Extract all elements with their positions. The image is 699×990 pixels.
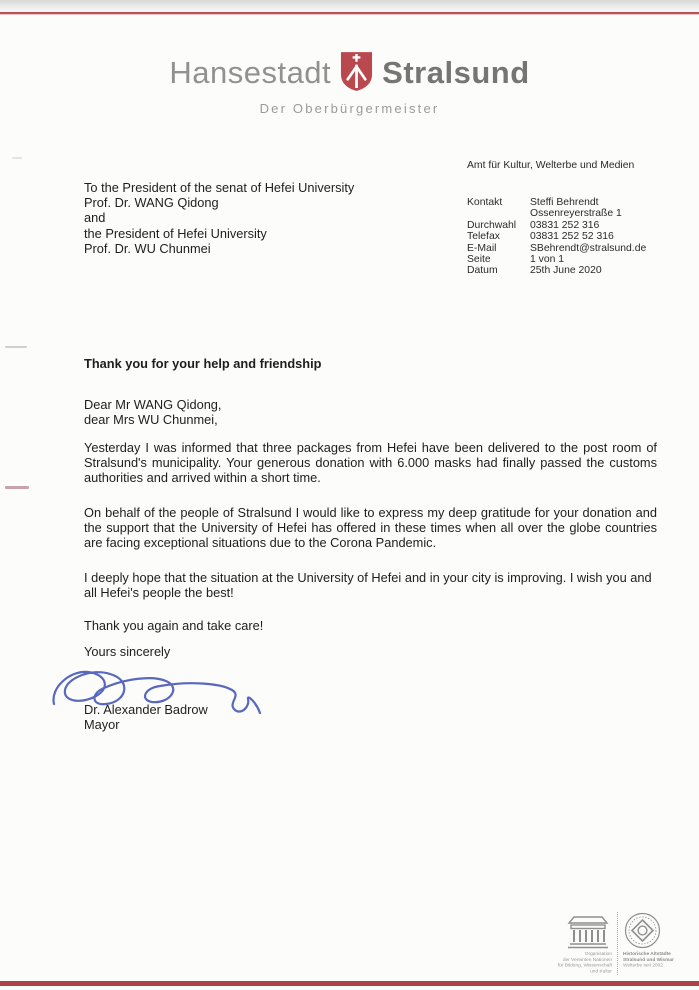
fold-mark (12, 157, 22, 159)
heritage-caption-line: Stralsund und Wismar (623, 956, 674, 963)
contact-label: E-Mail (467, 242, 497, 254)
unesco-caption-line: für Bildung, Wissenschaft (557, 962, 612, 968)
signer-name: Dr. Alexander Badrow (84, 702, 208, 717)
brand-hansestadt: Hansestadt (169, 54, 332, 90)
contact-value: Ossenreyerstraße 1 (530, 208, 622, 220)
top-red-rule (0, 12, 699, 14)
contact-value: 03831 252 52 316 (530, 231, 614, 243)
contact-row (467, 231, 646, 242)
contact-label: Seite (467, 254, 491, 266)
contact-block (467, 197, 646, 277)
contact-row (467, 208, 646, 219)
contact-row (467, 220, 646, 231)
footer-divider (617, 912, 618, 975)
salutation (84, 397, 221, 427)
department-line: Amt für Kultur, Welterbe und Medien (467, 160, 635, 171)
contact-label: Kontakt (467, 197, 503, 208)
recipient-line: and (84, 210, 106, 226)
contact-value: 25th June 2020 (530, 265, 602, 277)
letterhead-subtitle: Der Oberbürgermeister (259, 101, 440, 116)
subject-line: Thank you for your help and friendship (84, 356, 322, 371)
brand-stralsund: Stralsund (382, 54, 530, 90)
recipient-line: Prof. Dr. WANG Qidong (84, 195, 219, 211)
signer-title: Mayor (84, 717, 120, 732)
contact-label (467, 208, 530, 219)
recipient-line: To the President of the senat of Hefei University (84, 180, 355, 195)
fold-mark (5, 346, 27, 348)
letterhead (0, 53, 699, 92)
heritage-caption-line: Historische Altstädte (623, 951, 671, 957)
contact-label: Telefax (467, 231, 500, 243)
contact-row (467, 254, 646, 265)
body-paragraph: Yesterday I was informed that three packages from Hefei have been delivered to the post room of Stralsund's municipality. Your generous donation with 6.000 masks had finally passed the customs authorities and arrived within a short time. (84, 440, 657, 486)
contact-value: SBehrendt@stralsund.de (530, 242, 647, 254)
scan-edge-artifact (0, 0, 699, 12)
fold-mark (5, 486, 29, 489)
recipient-line: the President of Hefei University (84, 225, 267, 241)
heritage-caption (623, 951, 699, 968)
recipient-address (84, 180, 354, 256)
unesco-caption-line: und Kultur (590, 968, 612, 974)
salutation-line: dear Mrs WU Chunmei, (84, 412, 218, 428)
closing-line: Thank you again and take care! (84, 618, 264, 633)
recipient-line: Prof. Dr. WU Chunmei (84, 240, 211, 256)
valediction: Yours sincerely (84, 644, 171, 659)
heritage-caption-line: Welterbe seit 2002 (623, 962, 663, 968)
unesco-caption-line: Organisation (584, 951, 612, 957)
unesco-logo-icon (566, 916, 610, 949)
contact-value: 03831 252 316 (530, 219, 600, 231)
unesco-caption-line: der Vereinten Nationen (562, 956, 612, 963)
contact-label: Durchwahl (467, 219, 517, 231)
body-paragraph: I deeply hope that the situation at the University of Hefei and in your city is improving. I wish you and all Hefei's people the best! (84, 570, 652, 601)
world-heritage-emblem-icon (624, 912, 661, 949)
contact-row (467, 265, 646, 276)
unesco-caption (537, 951, 612, 974)
contact-label: Datum (467, 265, 498, 277)
stralsund-crest-icon (340, 51, 373, 92)
salutation-line: Dear Mr WANG Qidong, (84, 397, 222, 412)
contact-row (467, 197, 646, 208)
contact-value: 1 von 1 (530, 254, 565, 266)
bottom-red-band (0, 981, 699, 986)
contact-row (467, 243, 646, 254)
body-paragraph: On behalf of the people of Stralsund I would like to express my deep gratitude for your donation and the support that the University of Hefei has offered in these times when all over the globe countries are facing exceptional situations due to the Corona Pandemic. (84, 505, 657, 551)
contact-value: Steffi Behrendt (530, 197, 599, 208)
